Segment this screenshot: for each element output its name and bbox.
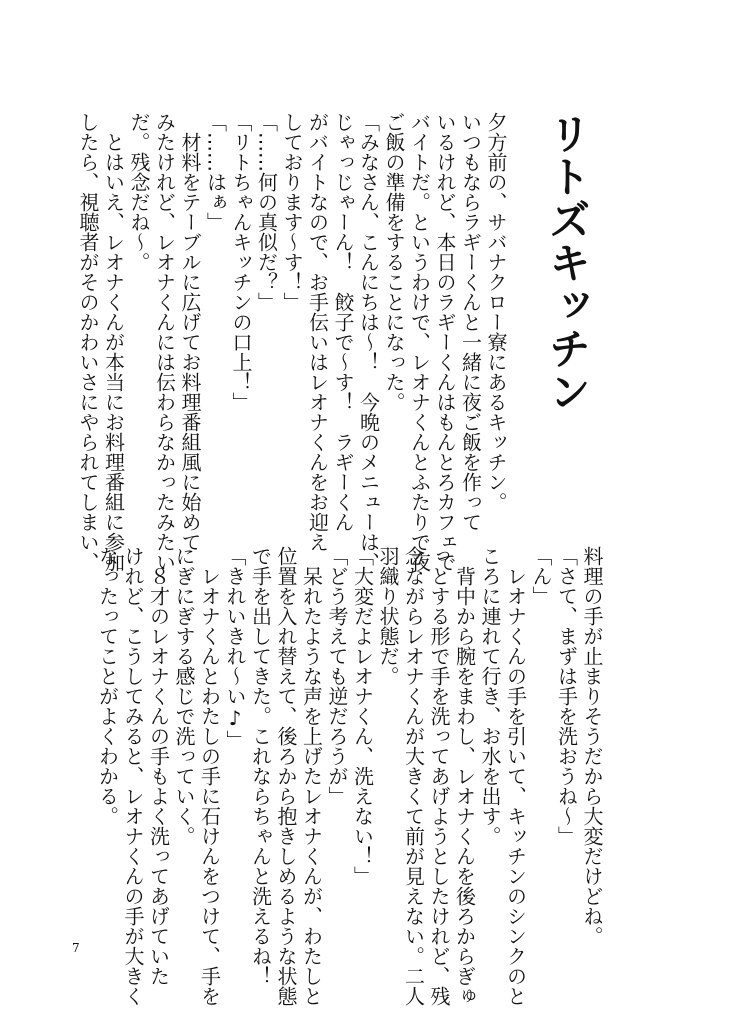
lower-text-block <box>95 546 604 1006</box>
text-line: 呆れたような声を上げたレオナくんが、わたしと <box>299 546 324 1006</box>
text-line: 材料をテーブルに広げてお料理番組風に始めて <box>178 112 202 552</box>
text-line: いつもならラギーくんと一緒に夜ご飯を作って <box>458 112 483 532</box>
text-line: バイトだ。というわけで、レオナくんとふたりで夜 <box>407 112 432 572</box>
text-line: レオナくんとわたしの手に石けんをつけて、手を <box>197 546 222 1006</box>
page-number: 7 <box>72 941 80 955</box>
text-line: だ。残念だね〜。 <box>127 112 151 272</box>
text-line: ころに連れて行き、お水を出す。 <box>478 546 502 846</box>
text-line: 羽織り状態だ。 <box>376 546 400 686</box>
text-line: 「大変だよレオナくん、洗えない！」 <box>350 546 375 886</box>
text-line: で手を出してきた。これならちゃんと洗えるね！ <box>248 546 273 986</box>
text-line: がバイトなので、お手伝いはレオナくんをお迎え <box>305 112 330 552</box>
text-line: レオナくんの手を引いて、キッチンのシンクのと <box>503 546 528 1006</box>
text-line: 料理の手が止まりそうだから大変だけどね。 <box>580 546 604 946</box>
text-line: っとする形で手を洗ってあげようとしたけれど、残 <box>427 546 451 1006</box>
text-line: 「……はぁ」 <box>203 112 228 232</box>
text-line: とはいえ、レオナくんが本当にお料理番組に参加 <box>101 112 126 572</box>
text-line: したら、視聴者がそのかわいさにやられてしまい、 <box>76 112 100 572</box>
text-line: しております〜す！」 <box>280 112 304 312</box>
text-line: 「リトちゃんキッチンの口上！」 <box>229 112 253 412</box>
text-line: けれど、こうしてみると、レオナくんの手が大きく <box>121 546 145 1006</box>
text-line: 位置を入れ替えて、後ろから抱きしめるような状態 <box>274 546 298 1006</box>
text-line: 「きれいきれ〜い♪」 <box>223 546 247 750</box>
text-line: 「ん」 <box>529 546 553 606</box>
text-line: ８才のレオナくんの手もよく洗ってあげていた <box>146 546 171 986</box>
text-line: いるけれど、本日のラギーくんはもんとろカフェで <box>433 112 457 572</box>
text-line: 「さて、まずは手を洗おうね〜」 <box>554 546 579 846</box>
text-line: 背中から腕をまわし、レオナくんを後ろからぎゅ <box>452 546 477 1006</box>
text-line: 「……何の真似だ？」 <box>254 112 279 312</box>
upper-text-block <box>76 112 508 572</box>
text-line: 「みなさん、こんにちは〜！ 今晩のメニューは、 <box>356 112 381 572</box>
text-line: ご飯の準備をすることになった。 <box>382 112 406 412</box>
text-line: にぎにぎする感じで洗っていく。 <box>172 546 196 846</box>
text-line: 念ながらレオナくんが大きくて前が見えない。二人 <box>401 546 426 1006</box>
text-line: じゃっじゃーん！ 餃子で〜す！ ラギーくん <box>331 112 355 532</box>
text-line: みたけれど、レオナくんには伝わらなかったみたい <box>152 112 177 572</box>
text-line: なったってことがよくわかる。 <box>95 546 120 826</box>
text-line: 「どう考えても逆だろうが」 <box>325 546 349 806</box>
text-line: 夕方前の、サバナクロー寮にあるキッチン。 <box>484 112 508 512</box>
page-title: リトズキッチン <box>543 112 592 413</box>
